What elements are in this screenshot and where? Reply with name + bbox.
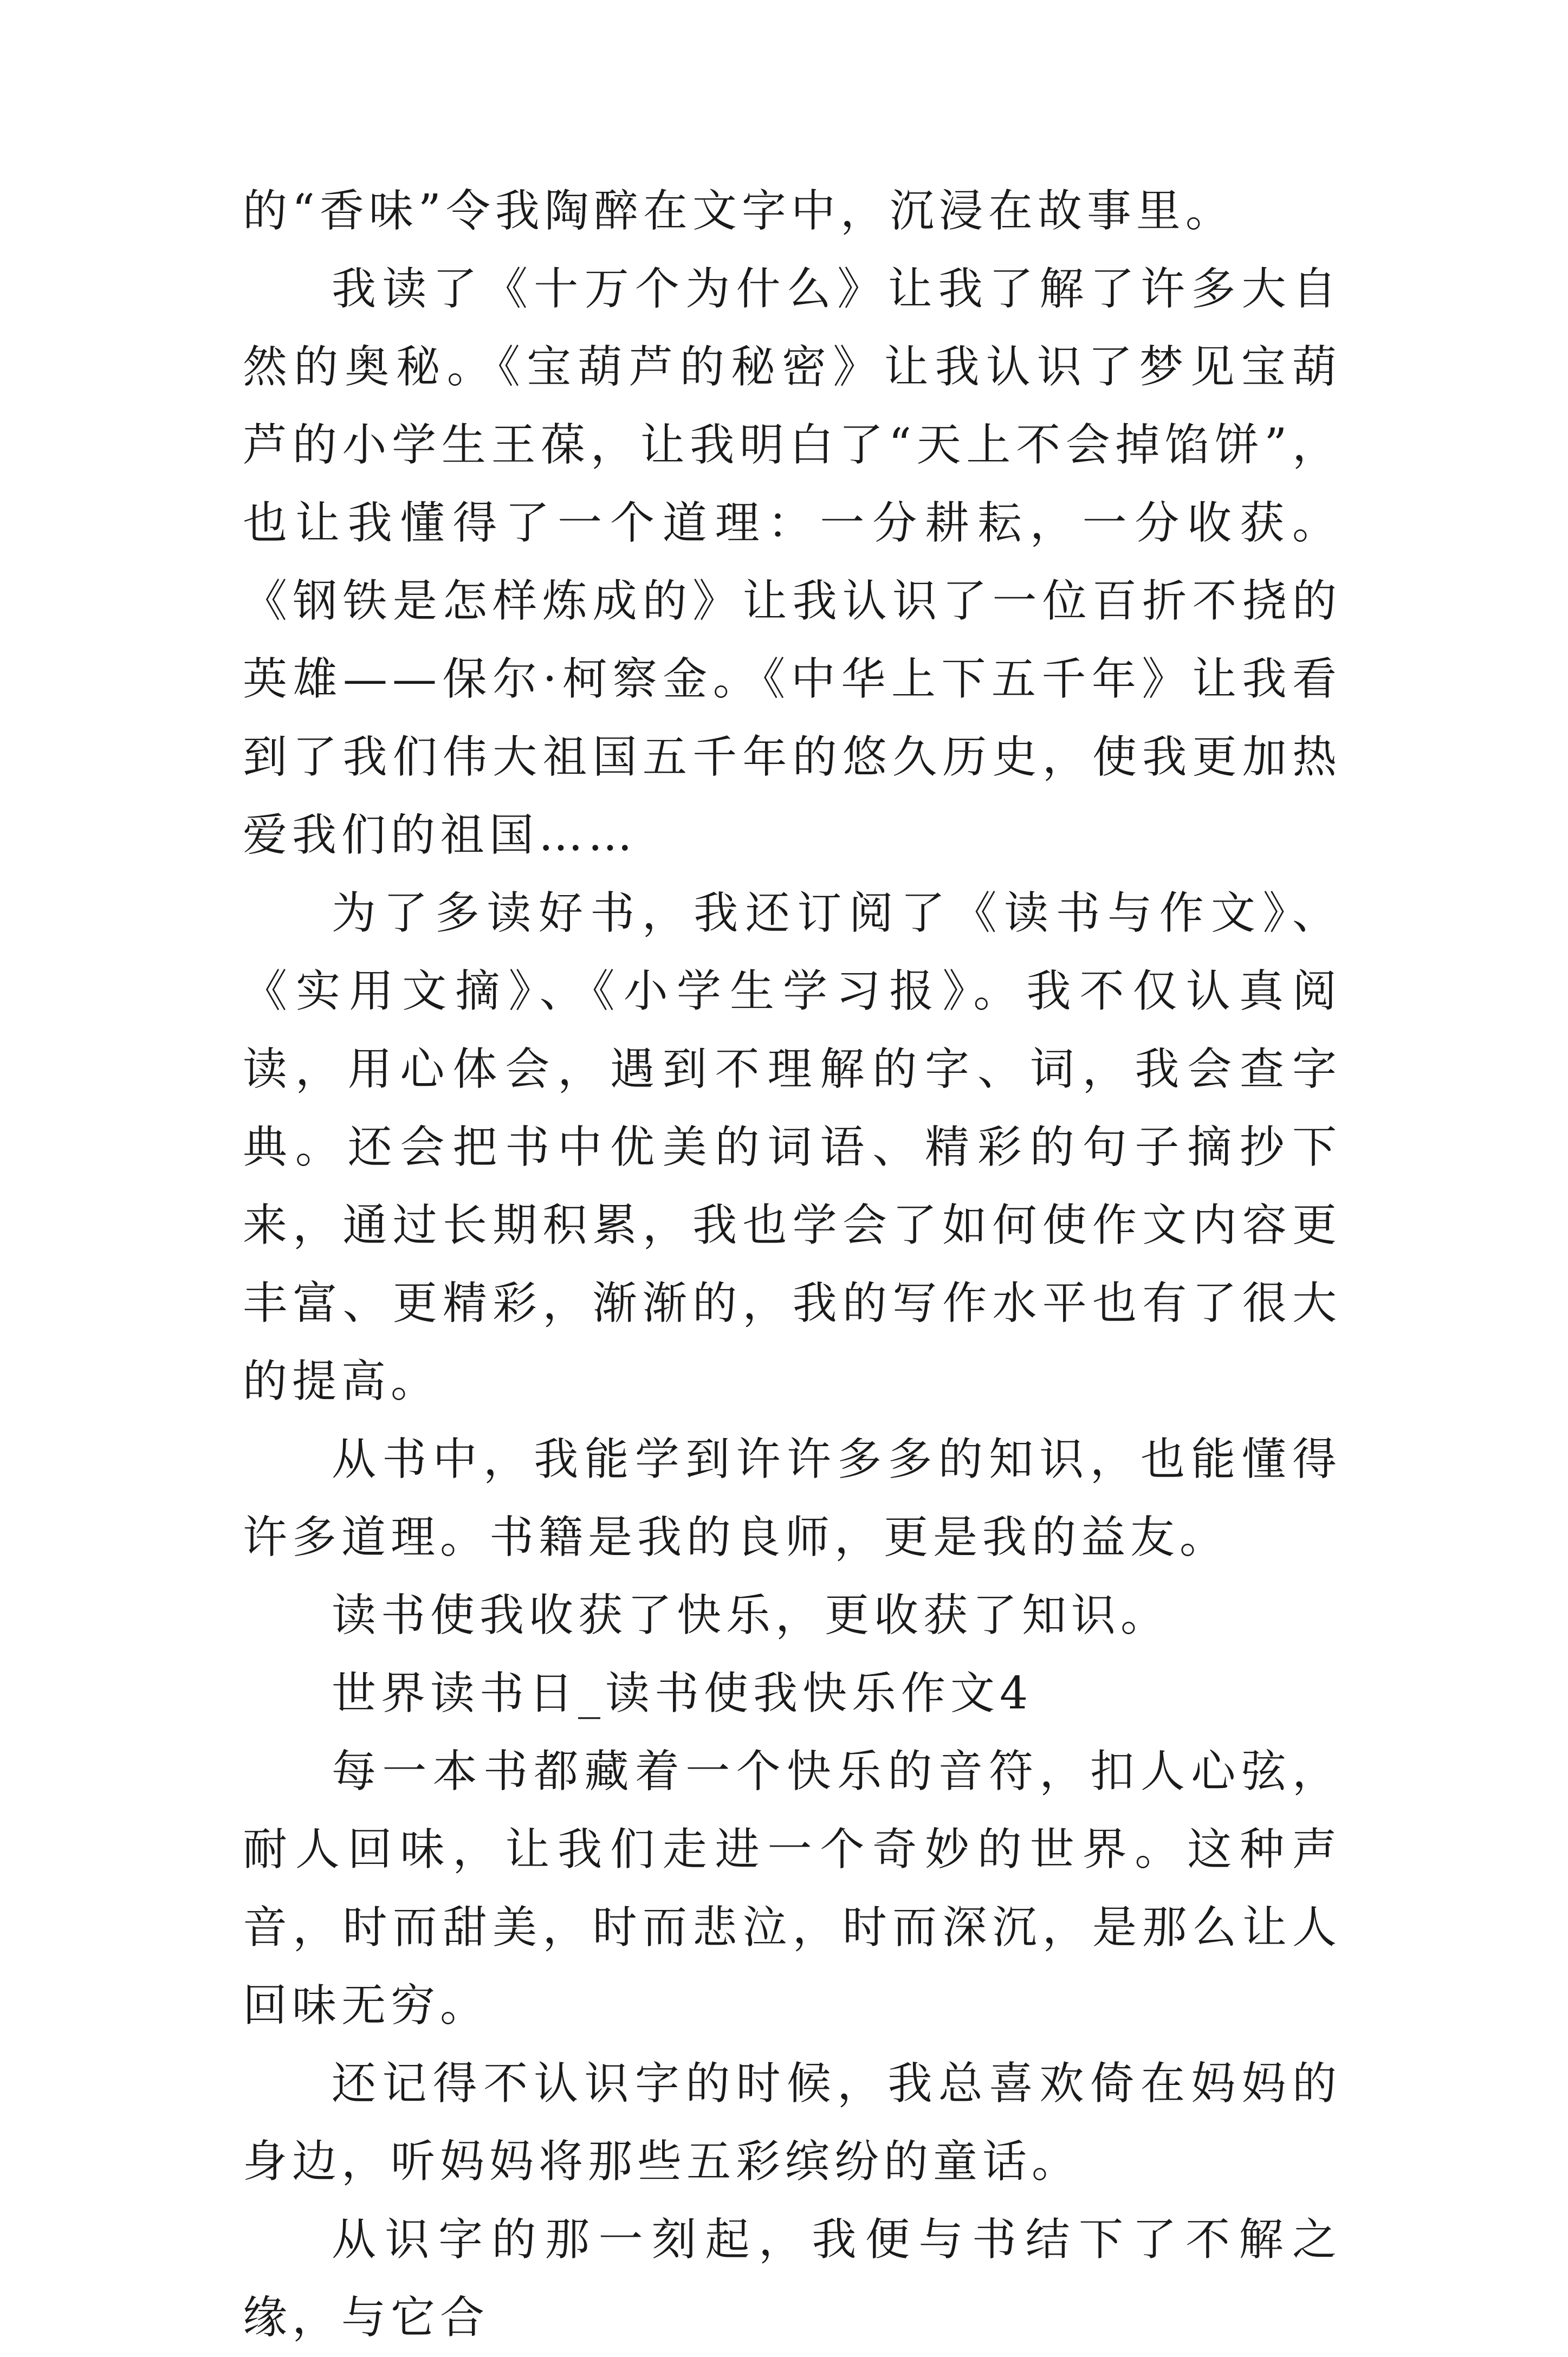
paragraph-books-read: 我读了《十万个为什么》让我了解了许多大自然的奥秘。《宝葫芦的秘密》让我认识了梦见宝葫芦的小学生王葆，让我明白了“天上不会掉馅饼”，也让我懂得了一个道理：一分耕耘，一分收获。《钢铁是怎样炼成的》让我认识了一位百折不挠的英雄——保尔·柯察金。《中华上下五千年》让我看到了我们伟大祖国五千年的悠久历史，使我更加热爱我们的祖国…… (243, 263, 1342, 861)
paragraph-music-note: 每一本书都藏着一个快乐的音符，扣人心弦，耐人回味，让我们走进一个奇妙的世界。这种声音，时而甜美，时而悲泣，时而深沉，是那么让人回味无穷。 (243, 1746, 1342, 2031)
paragraph-memory: 还记得不认识字的时候，我总喜欢倚在妈妈的身边，听妈妈将那些五彩缤纷的童话。 (243, 2058, 1342, 2187)
paragraph-knowledge: 从书中，我能学到许许多多的知识，也能懂得许多道理。书籍是我的良师，更是我的益友。 (243, 1434, 1342, 1563)
paragraph-subscriptions: 为了多读好书，我还订阅了《读书与作文》、《实用文摘》、《小学生学习报》。我不仅认真阅读，用心体会，遇到不理解的字、词，我会查字典。还会把书中优美的词语、精彩的句子摘抄下来，通过长期积累，我也学会了如何使作文内容更丰富、更精彩，渐渐的，我的写作水平也有了很大的提高。 (243, 888, 1342, 1407)
paragraph-conclusion: 读书使我收获了快乐，更收获了知识。 (332, 1590, 1170, 1641)
essay-heading: 世界读书日_读书使我快乐作文4 (332, 1668, 1033, 1719)
paragraph-continuation: 的“香味”令我陶醉在文字中，沉浸在故事里。 (243, 185, 1235, 237)
body-text (243, 172, 1342, 2357)
paragraph-literacy: 从识字的那一刻起，我便与书结下了不解之缘，与它合 (243, 2214, 1342, 2343)
